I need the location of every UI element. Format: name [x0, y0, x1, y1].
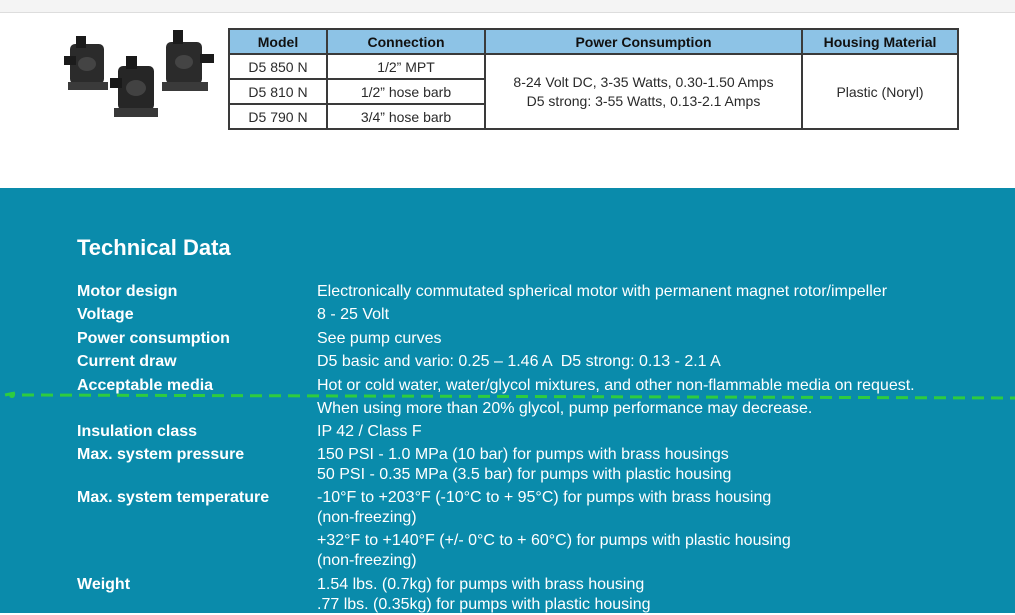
- insulation-class-label: Insulation class: [77, 423, 198, 440]
- pump-left: [64, 36, 108, 90]
- connection-column-header: Connection: [327, 29, 485, 54]
- connection-cell: 1/2” MPT: [327, 54, 485, 79]
- pump-product-image: [62, 26, 218, 126]
- pump-spec-table: [228, 28, 959, 130]
- housing-material-column-header: Housing Material: [802, 29, 958, 54]
- max-system-pressure-label: Max. system pressure: [77, 446, 245, 463]
- power-consumption-cell: [485, 54, 802, 129]
- value-line: .77 lbs. (0.35kg) for pumps with plastic housing: [317, 596, 651, 613]
- motor-design-label: Motor design: [77, 283, 178, 300]
- power-consumption-column-header: Power Consumption: [485, 29, 802, 54]
- technical-data-title: Technical Data: [77, 235, 231, 260]
- model-cell: D5 790 N: [229, 104, 327, 129]
- motor-design-value: [317, 282, 887, 302]
- insulation-class-value: [317, 422, 422, 442]
- acceptable-media-label: Acceptable media: [77, 377, 214, 394]
- value-line: -10°F to +203°F (-10°C to + 95°C) for pumps with brass housing: [317, 489, 772, 506]
- weight-value: [317, 575, 651, 615]
- connection-cell: 3/4” hose barb: [327, 104, 485, 129]
- model-cell: D5 850 N: [229, 54, 327, 79]
- power-consumption-line: 8-24 Volt DC, 3-35 Watts, 0.30-1.50 Amps: [513, 73, 774, 90]
- value-line: (non-freezing): [317, 552, 417, 569]
- value-line: 50 PSI - 0.35 MPa (3.5 bar) for pumps with plastic housing: [317, 466, 732, 483]
- value-line: See pump curves: [317, 330, 442, 347]
- current-draw-value: [317, 352, 721, 372]
- value-line: 150 PSI - 1.0 MPa (10 bar) for pumps with brass housings: [317, 446, 729, 463]
- max-system-temperature-label: Max. system temperature: [77, 489, 270, 506]
- value-line: IP 42 / Class F: [317, 423, 422, 440]
- voltage-label: Voltage: [77, 306, 134, 323]
- value-line: +32°F to +140°F (+/- 0°C to + 60°C) for pumps with plastic housing: [317, 532, 791, 549]
- current-draw-label: Current draw: [77, 353, 177, 370]
- model-cell: D5 810 N: [229, 79, 327, 104]
- model-column-header: Model: [229, 29, 327, 54]
- power-consumption-label: Power consumption: [77, 330, 230, 347]
- pump-middle: [110, 56, 158, 117]
- value-line: 8 - 25 Volt: [317, 306, 390, 323]
- dashed-guide-line: [0, 385, 1015, 405]
- pump-right: [162, 30, 214, 91]
- table-row: [229, 54, 958, 79]
- power-consumption-value: [317, 329, 442, 349]
- voltage-value: [317, 305, 389, 325]
- value-line: D5 basic and vario: 0.25 – 1.46 A D5 strong: 0.13 - 2.1 A: [317, 353, 721, 370]
- value-line: (non-freezing): [317, 509, 417, 526]
- housing-material-cell: Plastic (Noryl): [802, 54, 958, 129]
- weight-label: Weight: [77, 576, 131, 593]
- value-line: 1.54 lbs. (0.7kg) for pumps with brass housing: [317, 576, 645, 593]
- value-line: Electronically commutated spherical motor with permanent magnet rotor/impeller: [317, 283, 888, 300]
- power-consumption-line: D5 strong: 3-55 Watts, 0.13-2.1 Amps: [526, 92, 761, 109]
- max-system-temperature-value: [317, 488, 791, 571]
- connection-cell: 1/2” hose barb: [327, 79, 485, 104]
- top-bar: [0, 0, 1015, 13]
- value-line: When using more than 20% glycol, pump performance may decrease.: [317, 400, 813, 417]
- table-header-row: [229, 29, 958, 54]
- value-line: Hot or cold water, water/glycol mixtures, and other non-flammable media on request.: [317, 377, 915, 394]
- max-system-pressure-value: [317, 445, 731, 485]
